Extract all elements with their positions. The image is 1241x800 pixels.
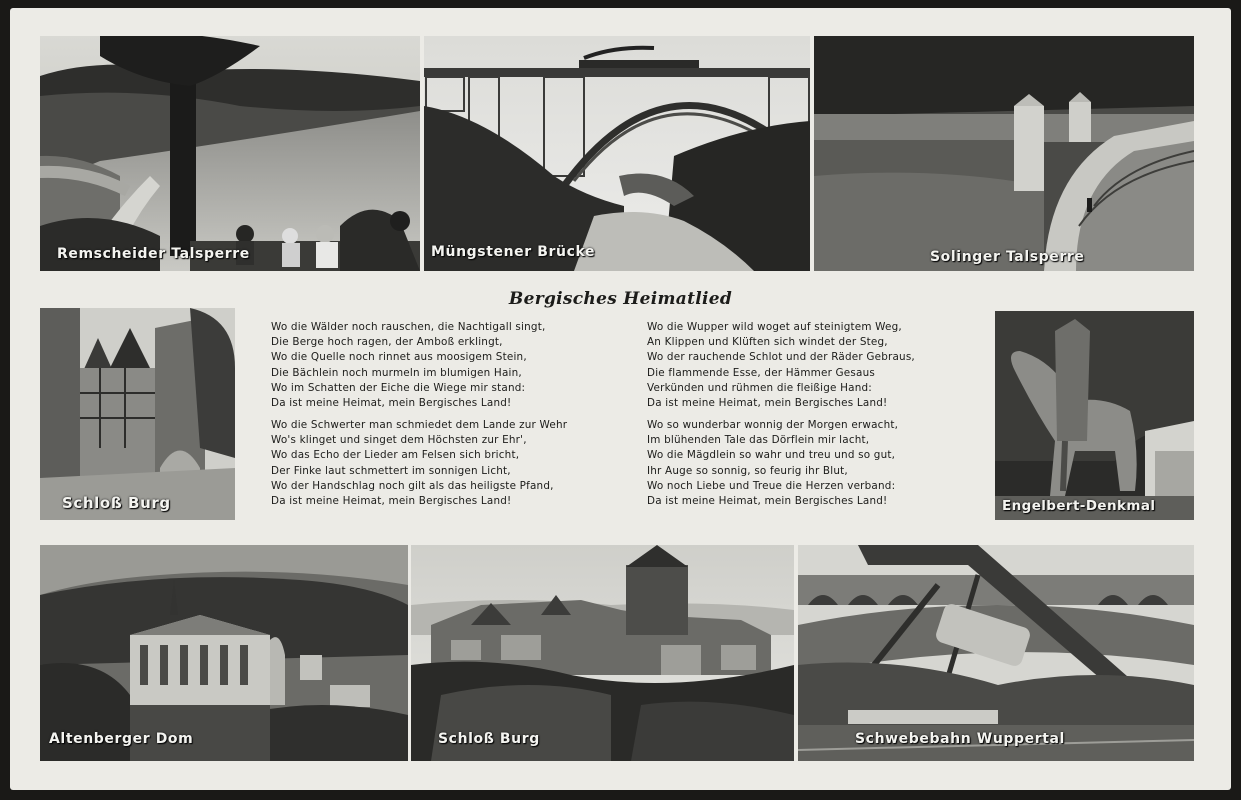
photo-muengstener-bruecke <box>424 36 810 271</box>
poem-line: Wo die Schwerter man schmiedet dem Lande zur Wehr <box>271 419 568 431</box>
poem-line: Wo die Mägdlein so wahr und treu und so gut, <box>647 449 896 462</box>
photo-solinger-talsperre <box>814 36 1194 271</box>
poem-line: Wo der Handschlag noch gilt als das heiligste Pfand, <box>271 479 554 492</box>
caption-solinger-talsperre: Solinger Talsperre <box>930 249 1085 265</box>
poem-stanza-2 <box>271 418 567 509</box>
photo-schloss-burg-view <box>411 545 794 761</box>
poem-line: Ihr Auge so sonnig, so feurig ihr Blut, <box>647 464 848 477</box>
poem-line: Wo im Schatten der Eiche die Wiege mir stand: <box>271 381 526 394</box>
poem-stanza-3 <box>647 320 915 411</box>
photo-remscheider-talsperre <box>40 36 420 271</box>
poem-line: Wo noch Liebe und Treue die Herzen verband: <box>647 479 896 492</box>
caption-schloss-burg-view: Schloß Burg <box>438 731 540 747</box>
poem-stanza-4 <box>647 418 898 509</box>
caption-engelbert-denkmal: Engelbert-Denkmal <box>1002 498 1156 514</box>
poem-line: Im blühenden Tale das Dörflein mir lacht, <box>647 434 870 447</box>
poem-line: Wo die Wupper wild woget auf steinigtem Weg, <box>647 321 902 333</box>
caption-schloss-burg-gate: Schloß Burg <box>62 494 171 512</box>
poem-title: Bergisches Heimatlied <box>508 289 733 309</box>
poem-line: Verkünden und rühmen die fleißige Hand: <box>647 381 873 394</box>
poem-line: Da ist meine Heimat, mein Bergisches Land! <box>271 495 512 508</box>
poem-line: Der Finke laut schmettert im sonnigen Licht, <box>271 464 511 477</box>
poem-line: Da ist meine Heimat, mein Bergisches Land! <box>647 495 888 508</box>
poem-line: Wo's klinget und singet dem Höchsten zur Ehr', <box>271 434 527 447</box>
poem-line: Die Berge hoch ragen, der Amboß erklingt, <box>271 336 503 349</box>
caption-schwebebahn-wuppertal: Schwebebahn Wuppertal <box>855 731 1065 747</box>
photo-altenberger-dom <box>40 545 408 761</box>
poem-line: Wo das Echo der Lieder am Felsen sich bricht, <box>271 449 520 462</box>
caption-altenberger-dom: Altenberger Dom <box>49 731 194 747</box>
poem-line: Da ist meine Heimat, mein Bergisches Land! <box>647 397 888 410</box>
caption-muengstener-bruecke: Müngstener Brücke <box>431 244 596 260</box>
poem-line: Da ist meine Heimat, mein Bergisches Land! <box>271 397 512 410</box>
photo-schwebebahn-wuppertal <box>798 545 1194 761</box>
poem-line: An Klippen und Klüften sich windet der Steg, <box>647 336 888 349</box>
poem-line: Wo der rauchende Schlot und der Räder Gebraus, <box>647 351 915 364</box>
poem-line: Wo die Quelle noch rinnet aus moosigem Stein, <box>271 351 527 364</box>
caption-remscheider-talsperre: Remscheider Talsperre <box>57 246 250 262</box>
poem-line: Wo so wunderbar wonnig der Morgen erwacht, <box>647 419 899 431</box>
photo-schloss-burg-gate <box>40 308 235 520</box>
poem-line: Die Bächlein noch murmeln im blumigen Hain, <box>271 366 522 379</box>
photo-engelbert-denkmal <box>995 311 1194 520</box>
poem-line: Die flammende Esse, der Hämmer Gesaus <box>647 366 875 379</box>
poem-stanza-1 <box>271 320 545 411</box>
poem-line: Wo die Wälder noch rauschen, die Nachtigall singt, <box>271 321 546 333</box>
postcard <box>10 8 1231 790</box>
